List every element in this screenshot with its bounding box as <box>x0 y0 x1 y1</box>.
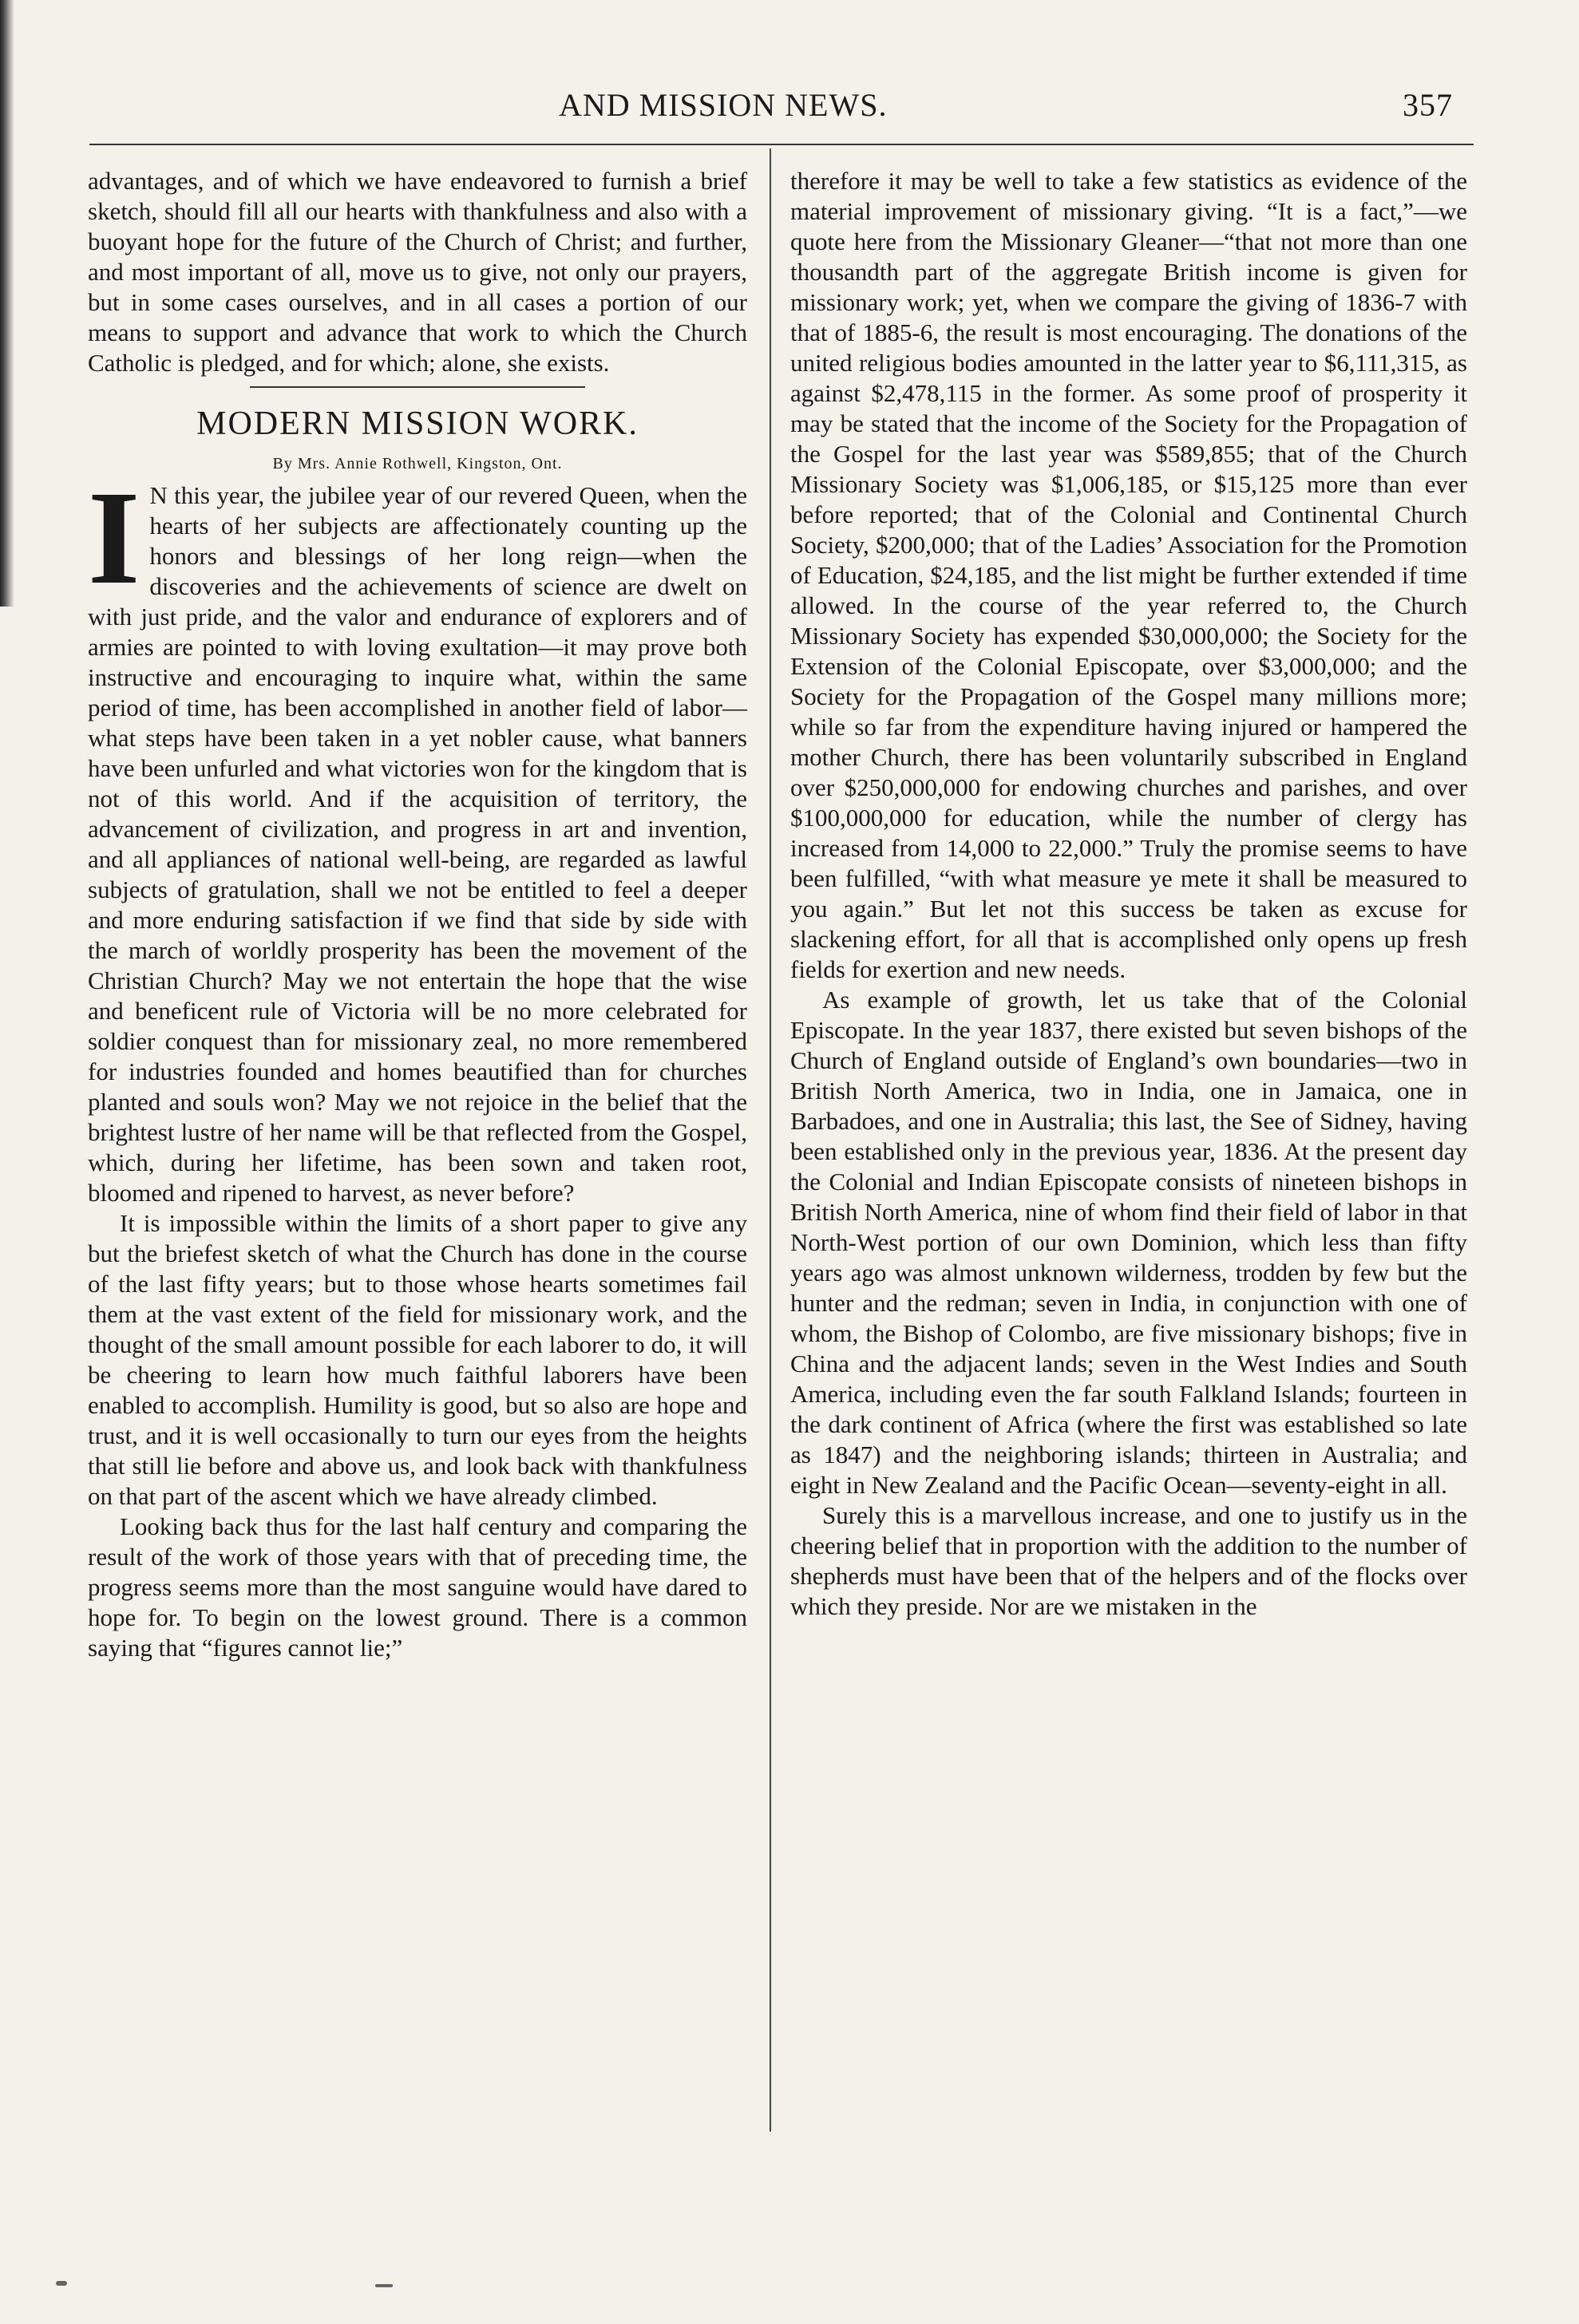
article-byline: By Mrs. Annie Rothwell, Kingston, Ont. <box>272 455 563 472</box>
header-rule <box>89 144 1474 145</box>
article-title: MODERN MISSION WORK. <box>196 405 639 442</box>
scan-binding-edge <box>0 0 14 607</box>
article-paragraph-3: Looking back thus for the last half century and comparing the result of the work of those years with that of preceding time, the progress seems more than the most sanguine would have dared to hope for. To begin on the lowest ground. There is a common saying that “figures cannot lie;” <box>88 1512 747 1662</box>
continued-paragraph: advantages, and of which we have endeavored to furnish a brief sketch, should fill all our hearts with thankfulness and also with a buoyant hope for the future of the Church of Christ; and further, and most important of all, move us to give, not only our prayers, but in some cases ourselves, and in all cases a portion of our means to support and advance that work to which the Church Catholic is pledged, and for which; alone, she exists. <box>88 167 747 377</box>
scan-speck <box>56 2281 67 2286</box>
article-paragraph-2: It is impossible within the limits of a short paper to give any but the briefest sketch of what the Church has done in the course of the last fifty years; but to those whose hearts sometimes fail them at the vast extent of the field for missionary work, and the thought of the small amount possible for each laborer to do, it will be cheering to learn how much faithful laborers have been enabled to accomplish. Humility is good, but so also are hope and trust, and it is well occasionally to turn our eyes from the heights that still lie before and above us, and look back with thankfulness on that part of the ascent which we have already climbed. <box>88 1209 747 1510</box>
right-column <box>790 166 1467 1622</box>
article-paragraph-1 <box>88 464 747 1208</box>
right-paragraph-2: As example of growth, let us take that of the Colonial Episcopate. In the year 1837, there existed but seven bishops of the Church of England outside of England’s own boundaries—two in British North America, two in India, one in Jamaica, one in Barbadoes, and one in Australia; this last, the See of Sidney, having been established only in the previous year, 1836. At the present day the Colonial and Indian Episcopate consists of nineteen bishops in British North America, nine of whom find their field of labor in that North-West portion of our own Dominion, which less than fifty years ago was almost unknown wilderness, trodden by few but the hunter and the redman; seven in India, in conjunction with one of whom, the Bishop of Colombo, are five missionary bishops; five in China and the adjacent lands; seven in the West Indies and South America, including even the far south Falkland Islands; fourteen in the dark continent of Africa (where the first was established so late as 1847) and the neighboring islands; thirteen in Australia; and eight in New Zealand and the Pacific Ocean—seventy-eight in all. <box>790 986 1467 1499</box>
article-paragraph-1-text: N this year, the jubilee year of our revered Queen, when the hearts of her subjects are affectionately counting up the honors and blessings of her long reign—when the discoveries and the achievements of science are dwelt on with just pride, and the valor and endurance of explorers and of armies are pointed to with loving exultation—it may prove both instructive and encouraging to inquire what, within the same period of time, has been accomplished in another field of labor—what steps have been taken in a yet nobler cause, what banners have been unfurled and what victories won for the kingdom that is not of this world. And if the acquisition of territory, the advancement of civilization, and progress in art and invention, and all appliances of national well-being, are regarded as lawful subjects of gratulation, shall we not be entitled to feel a deeper and more enduring satisfaction if we find that side by side with the march of worldly prosperity has been the movement of the Christian Church? May we not entertain the hope that the wise and beneficent rule of Victoria will be no more celebrated for soldier conquest than for missionary zeal, no more remembered for industries founded and homes beautified than for churches planted and souls won? May we not rejoice in the belief that the brightest lustre of her name will be that reflected from the Gospel, which, during her lifetime, has been sown and taken root, bloomed and ripened to harvest, as never before? <box>88 481 747 1207</box>
page-number: 357 <box>1403 87 1453 123</box>
left-column <box>88 166 747 1663</box>
right-paragraph-3: Surely this is a marvellous increase, and one to justify us in the cheering belief that in proportion with the addition to the number of shepherds must have been that of the helpers and of the flocks over which they preside. Nor are we mistaken in the <box>790 1501 1467 1620</box>
column-divider <box>770 148 771 2132</box>
right-paragraph-1: therefore it may be well to take a few statistics as evidence of the material improvement of missionary giving. “It is a fact,”—we quote here from the Missionary Gleaner—“that not more than one thousandth part of the aggregate British income is given for missionary work; yet, when we compare the giving of 1836-7 with that of 1885-6, the result is most encouraging. The donations of the united religious bodies amounted in the latter year to $6,111,315, as against $2,478,115 in the former. As some proof of prosperity it may be stated that the income of the Society for the Propagation of the Gospel for the last year was $589,855; that of the Church Missionary Society was $1,006,185, or $15,125 more than ever before reported; that of the Colonial and Continental Church Society, $200,000; that of the Ladies’ Association for the Promotion of Education, $24,185, and the list might be further extended if time allowed. In the course of the year referred to, the Church Missionary Society has expended $30,000,000; the Society for the Extension of the Colonial Episcopate, over $3,000,000; and the Society for the Propagation of the Gospel many millions more; while so far from the expenditure having injured or hampered the mother Church, there has been voluntarily subscribed in England over $250,000,000 for endowing churches and parishes, and over $100,000,000 for education, while the number of clergy has increased from 14,000 to 22,000.” Truly the promise seems to have been fulfilled, “with what measure ye mete it shall be measured to you again.” But let not this success be taken as excuse for slackening effort, for all that is accomplished only opens up fresh fields for exertion and new needs. <box>790 167 1467 983</box>
drop-cap: I <box>88 464 140 612</box>
scan-speck <box>375 2284 393 2287</box>
article-separator-rule <box>250 386 585 388</box>
running-title: AND MISSION NEWS. <box>559 87 888 123</box>
